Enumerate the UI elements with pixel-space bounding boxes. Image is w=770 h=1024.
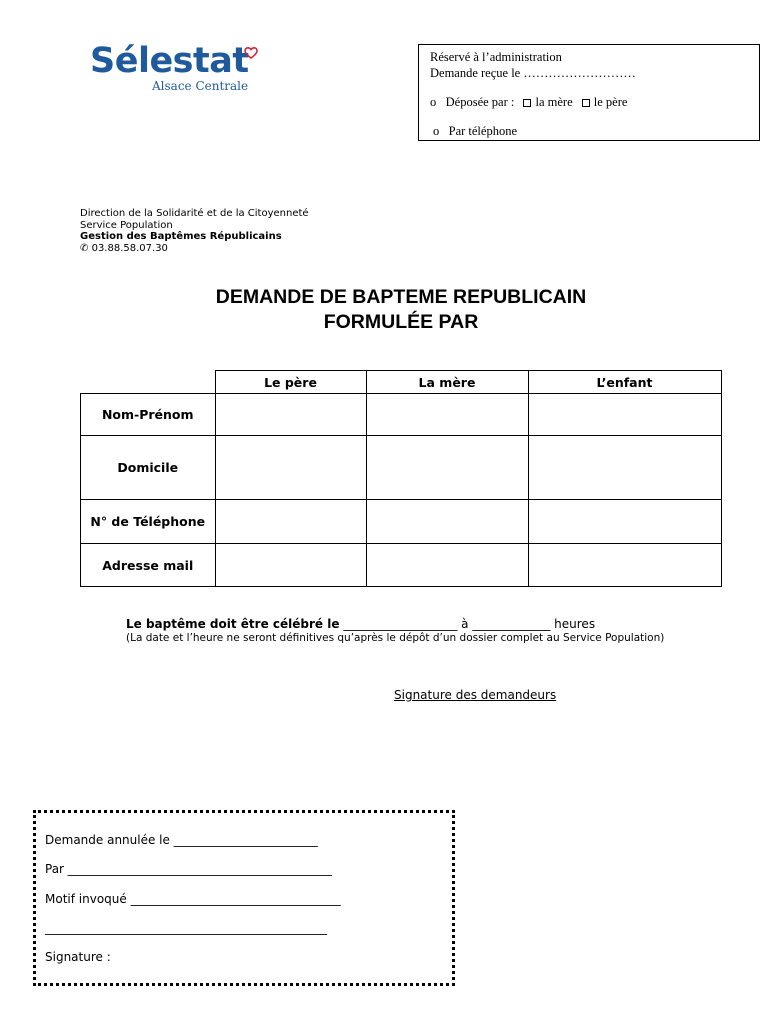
phone-option-label: Par téléphone — [448, 124, 518, 138]
admin-reserved-box — [418, 44, 760, 141]
cell-child-name[interactable] — [528, 394, 721, 436]
celebration-section — [126, 617, 686, 645]
row-label-name: Nom-Prénom — [81, 394, 216, 436]
celebration-date-field[interactable]: ___________________ — [343, 617, 458, 631]
heart-icon — [244, 46, 258, 60]
column-header-child: L’enfant — [528, 371, 721, 394]
celebration-time-field[interactable]: _____________ — [472, 617, 551, 631]
cell-mother-email[interactable] — [366, 544, 528, 587]
celebration-hours: heures — [554, 617, 596, 631]
celebration-at: à — [461, 617, 469, 631]
admin-title: Réservé à l’administration — [430, 50, 562, 64]
cell-father-name[interactable] — [215, 394, 366, 436]
row-label-phone: N° de Téléphone — [81, 500, 216, 544]
service-name: Service Population — [80, 219, 173, 231]
cancel-date-line[interactable]: Demande annulée le ________________________ — [45, 833, 318, 847]
cancellation-box — [33, 810, 455, 986]
service-direction: Direction de la Solidarité et de la Citoyenneté — [80, 208, 309, 219]
cell-mother-name[interactable] — [366, 394, 528, 436]
service-phone-number: 03.88.58.07.30 — [91, 242, 168, 254]
cell-father-phone[interactable] — [215, 500, 366, 544]
page-subtitle: FORMULÉE PAR — [323, 311, 479, 333]
row-label-address: Domicile — [81, 436, 216, 500]
phone-icon: ✆ — [80, 242, 89, 254]
father-checkbox[interactable] — [582, 99, 590, 107]
cell-father-address[interactable] — [215, 436, 366, 500]
mother-checkbox[interactable] — [523, 99, 531, 107]
table-corner — [81, 371, 216, 394]
celebration-line — [126, 617, 686, 631]
bullet-marker: o — [433, 124, 440, 138]
page-title: DEMANDE DE BAPTEME REPUBLICAIN — [215, 286, 587, 308]
father-option-label: le père — [593, 95, 628, 109]
cancel-signature-line: Signature : — [45, 950, 111, 964]
cell-father-email[interactable] — [215, 544, 366, 587]
service-phone — [80, 243, 309, 255]
deposited-label: Déposée par : — [445, 95, 515, 109]
row-label-email: Adresse mail — [81, 544, 216, 587]
admin-deposited-line — [430, 95, 627, 110]
bullet-marker: o — [430, 95, 437, 109]
column-header-mother: La mère — [366, 371, 528, 394]
column-header-father: Le père — [215, 371, 366, 394]
applicant-table — [80, 370, 722, 587]
logo-wordmark: Sélestat — [90, 41, 249, 81]
service-header — [80, 208, 309, 254]
celebration-label: Le baptême doit être célébré le — [126, 617, 340, 631]
cancel-by-line[interactable]: Par ____________________________________________ — [45, 862, 332, 876]
cell-child-phone[interactable] — [528, 500, 721, 544]
cell-child-address[interactable] — [528, 436, 721, 500]
cell-mother-phone[interactable] — [366, 500, 528, 544]
cell-child-email[interactable] — [528, 544, 721, 587]
mother-option-label: la mère — [535, 95, 573, 109]
cancel-reason-line[interactable]: Motif invoqué ___________________________________ — [45, 892, 341, 906]
logo-subtitle: Alsace Centrale — [152, 79, 249, 93]
selestat-logo — [90, 40, 270, 100]
service-department: Gestion des Baptêmes Républicains — [80, 231, 282, 242]
admin-received-line: Demande reçue le ……………………… — [430, 66, 636, 80]
admin-phone-line — [433, 124, 517, 139]
cancel-reason-continuation[interactable]: _______________________________________________ — [45, 921, 327, 935]
cell-mother-address[interactable] — [366, 436, 528, 500]
celebration-note: (La date et l’heure ne seront définitives qu’après le dépôt d’un dossier complet au Service Population) — [126, 632, 665, 644]
signature-label: Signature des demandeurs — [394, 688, 557, 702]
